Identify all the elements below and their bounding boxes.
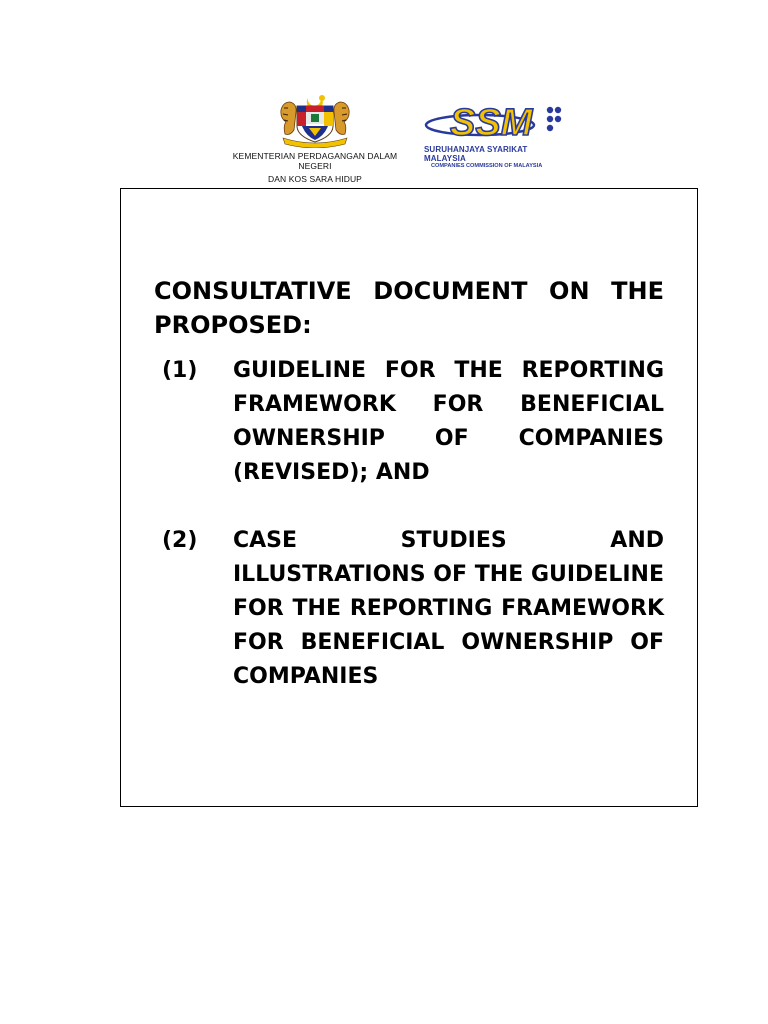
ssm-subtitle: COMPANIES COMMISSION OF MALAYSIA xyxy=(431,163,543,169)
ministry-name-line-2: DAN KOS SARA HIDUP xyxy=(268,174,362,184)
ministry-logo-block xyxy=(215,92,415,184)
ssm-name: SURUHANJAYA SYARIKAT MALAYSIA xyxy=(424,145,528,163)
ssm-logo-icon xyxy=(424,100,564,144)
list-item-text: GUIDELINE FOR THE REPORTING FRAMEWORK FOR BENEFICIAL OWNERSHIP OF COMPANIES (REVISED); AND xyxy=(233,358,664,485)
header-logos xyxy=(0,0,768,184)
malaysia-coat-of-arms-icon xyxy=(275,92,355,148)
list-item-text: CASE STUDIES AND ILLUSTRATIONS OF THE GUIDELINE FOR THE REPORTING FRAMEWORK FOR BENEFICIAL OWNERSHIP OF COMPANIES xyxy=(233,528,664,689)
list-item-number: (1) xyxy=(162,358,198,383)
ssm-logo-text: SSM xyxy=(450,102,533,144)
document-content xyxy=(154,274,664,694)
document-title: CONSULTATIVE DOCUMENT ON THE PROPOSED: xyxy=(154,277,664,339)
list-item xyxy=(154,524,664,694)
list-item xyxy=(154,354,664,490)
ministry-name-line-1: KEMENTERIAN PERDAGANGAN DALAM NEGERI xyxy=(232,151,398,171)
ssm-logo-block xyxy=(424,100,569,170)
list-item-number: (2) xyxy=(162,528,198,553)
